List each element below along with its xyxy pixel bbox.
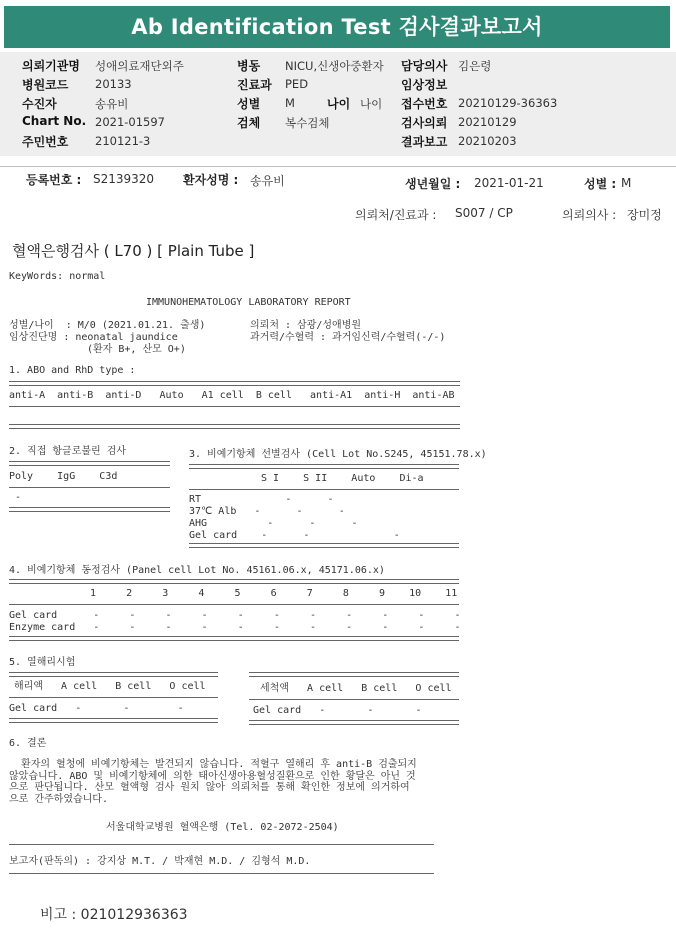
value-sex: M	[285, 96, 295, 110]
eluate-table-header: 해리액 A cell B cell O cell	[14, 681, 206, 692]
value-specimen: 복수검체	[285, 116, 330, 130]
abo-table-header: anti-A anti-B anti-D Auto A1 cell B cell anti-A1 anti-H anti-AB	[9, 390, 455, 401]
label-hospital-code: 병원코드	[22, 78, 69, 92]
screening-table-header: S I S II Auto Di-a	[261, 473, 424, 484]
value-hospital-code: 20133	[95, 77, 132, 91]
value-chart-no: 2021-01597	[95, 115, 165, 129]
divider	[9, 507, 170, 512]
value-institution: 성애의료재단외주	[95, 59, 184, 73]
divider	[9, 672, 218, 677]
divider	[189, 543, 459, 548]
section-title: 혈액은행검사 ( L70 ) [ Plain Tube ]	[12, 242, 255, 260]
divider	[9, 461, 170, 466]
label-request-date: 검사의뢰	[401, 116, 448, 130]
value-resident-no: 210121-3	[95, 134, 151, 148]
referral-site: 의뢰처 : 삼광/성애병원	[250, 320, 362, 331]
clinical-diagnosis: 임상진단명 : neonatal jaundice	[9, 332, 178, 343]
label-department: 진료과	[237, 78, 272, 92]
divider	[9, 424, 460, 429]
conclusion-title: 6. 결론	[9, 738, 47, 749]
label-attending: 담당의사	[401, 59, 448, 73]
panel-results: Gel card - - - - - - - - - - - Enzyme card - - - - - - - - - - -	[9, 610, 461, 633]
divider	[249, 720, 459, 725]
value-attending: 김은령	[458, 59, 492, 73]
patient-doctor-value: 장미정	[627, 208, 662, 222]
patient-sex-label: 성별 :	[584, 177, 617, 191]
divider	[0, 166, 676, 167]
divider	[9, 381, 460, 386]
patient-doctor-label: 의뢰의사 :	[562, 208, 617, 222]
patient-dob-label: 생년월일 :	[405, 177, 461, 191]
divider	[249, 699, 459, 700]
eluate-result-row: Gel card - - -	[9, 703, 184, 714]
divider	[9, 844, 434, 845]
value-report-date: 20210203	[458, 134, 517, 148]
label-specimen: 검체	[237, 116, 261, 130]
value-request-date: 20210129	[458, 115, 517, 129]
patient-sex-age: 성별/나이 : M/0 (2021.01.21. 출생)	[9, 320, 206, 331]
remarks-note: 비고 : 021012936363	[40, 907, 188, 923]
patient-reg-value: S2139320	[93, 172, 155, 186]
patient-reg-label: 등록번호 :	[26, 173, 82, 187]
label-clinical-info: 임상정보	[401, 78, 448, 92]
patient-name-label: 환자성명 :	[183, 173, 239, 187]
value-accession-no: 20210129-36363	[458, 96, 558, 110]
divider	[189, 489, 459, 490]
dat-table-header: Poly IgG C3d	[9, 471, 118, 482]
label-chart-no: Chart No.	[22, 114, 87, 128]
reporters: 보고자(판독의) : 강지상 M.T. / 박재현 M.D. / 김형석 M.D.	[9, 856, 311, 867]
screening-section-title: 3. 비예기항체 선별검사 (Cell Lot No.S245, 45151.78.x)	[189, 449, 487, 460]
divider	[9, 718, 218, 723]
label-accession-no: 접수번호	[401, 97, 448, 111]
dat-section-title: 2. 직접 항글로불린 검사	[9, 446, 127, 457]
value-examinee: 송유비	[95, 97, 129, 111]
divider	[9, 406, 460, 407]
label-age: 나이	[327, 97, 351, 111]
divider	[249, 672, 459, 677]
label-resident-no: 주민번호	[22, 135, 69, 149]
value-age: 나이	[360, 97, 383, 111]
divider	[9, 487, 170, 488]
value-ward: NICU,신생아중환자	[285, 59, 384, 73]
divider	[9, 579, 459, 584]
divider	[9, 604, 459, 605]
divider	[9, 697, 218, 698]
patient-dept-value: S007 / CP	[455, 206, 513, 220]
patient-dept-label: 의뢰처/진료과 :	[355, 208, 437, 222]
history: 과거력/수혈력 : 과거임신력/수혈력(-/-)	[250, 332, 446, 343]
identification-section-title: 4. 비예기항체 동정검사 (Panel cell Lot No. 45161.06.x, 45171.06.x)	[9, 565, 385, 576]
dat-result-row: -	[9, 492, 22, 503]
abo-section-title: 1. ABO and RhD type :	[9, 365, 136, 376]
hospital-contact: 서울대학교병원 혈액은행 (Tel. 02-2072-2504)	[106, 822, 339, 833]
patient-name-value: 송유비	[250, 174, 285, 188]
blood-types: (환자 B+, 산모 O+)	[87, 344, 186, 355]
value-department: PED	[285, 77, 309, 91]
label-sex: 성별	[237, 97, 261, 111]
divider	[9, 873, 434, 874]
screening-results: RT - - 37℃ Alb - - - AHG - - - Gel card - - -	[189, 494, 400, 541]
divider	[189, 464, 459, 469]
label-report-date: 결과보고	[401, 135, 448, 149]
label-institution: 의뢰기관명	[22, 59, 80, 73]
patient-dob-value: 2021-01-21	[474, 176, 544, 190]
keywords: KeyWords: normal	[9, 271, 106, 282]
wash-table-header: 세척액 A cell B cell O cell	[260, 683, 452, 694]
conclusion-text: 환자의 혈청에 비예기항체는 발견되지 않습니다. 적혈구 열해리 후 anti-B 검출되지 않았습니다. ABO 및 비예기항체에 의한 태아신생아용혈성질환으로 인한 황달은 아닌 것 으로 판단됩니다. 산모 혈액형 검사 원치 않아 의뢰처를 통해 확인한 정보에 의거하여 으로 간주하였습니다.	[9, 759, 417, 805]
wash-result-row: Gel card - - -	[253, 705, 422, 716]
label-examinee: 수진자	[22, 97, 57, 111]
elution-section-title: 5. 열해리시험	[9, 657, 76, 668]
report-title: Ab Identification Test 검사결과보고서	[4, 6, 670, 48]
panel-cell-numbers: 1 2 3 4 5 6 7 8 9 10 11	[90, 588, 458, 599]
report-header	[0, 52, 676, 156]
divider	[9, 636, 459, 641]
patient-sex-value: M	[621, 176, 632, 190]
report-heading: IMMUNOHEMATOLOGY LABORATORY REPORT	[146, 297, 351, 308]
label-ward: 병동	[237, 59, 261, 73]
